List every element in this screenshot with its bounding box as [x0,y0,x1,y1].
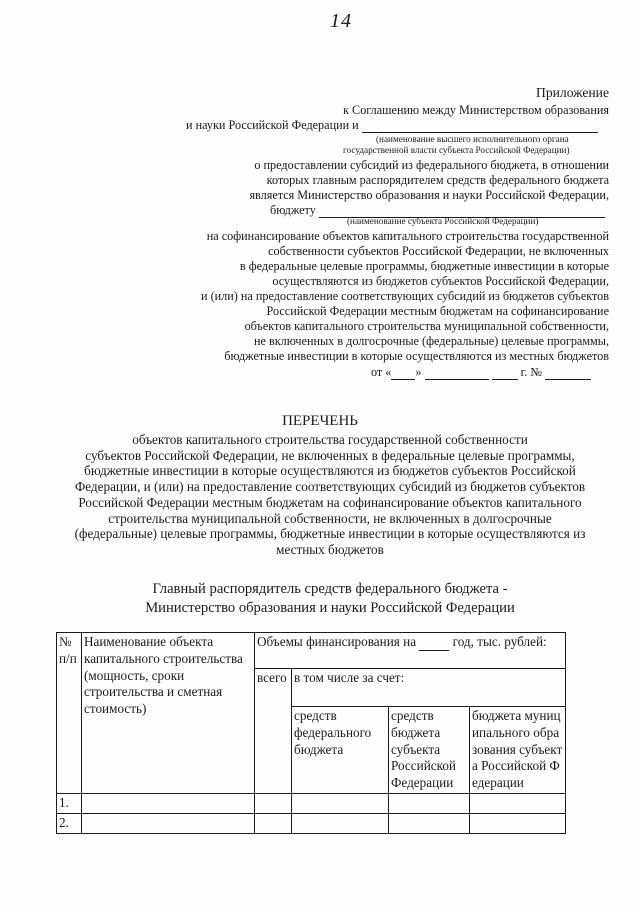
header-federal: средств федерального бюджета [292,707,389,794]
distributor-block [40,580,620,617]
perechen-text [40,432,620,558]
perechen-line: Российской Федерации местным бюджетам на софинансирование объектов капитального [78,494,582,510]
header-object-name: Наименование объекта капитального строительства (мощность, сроки строительства и сметная стоимость) [82,633,255,794]
row-number: 2. [57,813,82,833]
page-number: 14 [330,10,352,32]
appendix-line-9: в федеральные целевые программы, бюджетные инвестиции в которые [239,259,609,273]
appendix-note-2: государственной власти субъекта Российской Федерации) [343,145,570,155]
appendix-line-12: Российской Федерации местным бюджетам на софинансирование [266,304,609,318]
appendix-line-13: объектов капитального строительства муниципальной собственности, [244,319,609,333]
appendix-note-3: (наименование субъекта Российской Федерации) [347,216,539,226]
appendix-line-4: которых главным распорядителем средств федерального бюджета [266,173,609,187]
perechen-line: объектов капитального строительства государственной собственности [132,432,528,447]
perechen-line: (федеральные) целевые программы, бюджетные инвестиции в которые осуществляются из [74,526,586,542]
appendix-line-3: о предоставлении субсидий из федерального бюджета, в отношении [254,158,609,172]
perechen-line: бюджетные инвестиции в которые осуществляются из бюджетов субъектов Российской [84,463,576,479]
perechen-line: Федерации, и (или) на предоставление соответствующих субсидий из бюджетов субъектов [74,479,586,495]
appendix-line-7: на софинансирование объектов капитального строительства государственной [206,229,609,243]
organ-name-blank [362,121,598,133]
objects-table [56,632,566,834]
perechen-line: строительства муниципальной собственности, не включенных в долгосрочные [108,510,552,526]
appendix-heading: Приложение [536,85,609,100]
distributor-line-2: Министерство образования и науки Российской Федерации [145,599,515,616]
appendix-date-line: от « » г. № [371,365,591,380]
appendix-line-5: является Министерство образования и науки Российской Федерации, [249,188,609,202]
appendix-line-6: бюджету [270,203,605,218]
distributor-line-1: Главный распорядитель средств федерального бюджета - [152,581,508,597]
table-row [57,813,566,833]
appendix-line-2: и науки Российской Федерации и [186,118,598,133]
row-number: 1. [57,794,82,814]
perechen-line: местных бюджетов [276,541,384,557]
header-volume: Объемы финансирования на год, тыс. рублей: [255,633,566,669]
header-municipal: бюджета муниципального образования субъекта Российской Федерации [470,707,566,794]
table-row [57,794,566,814]
header-subject: средств бюджета субъекта Российской Федерации [389,707,470,794]
appendix-line-15: бюджетные инвестиции в которые осуществляются из местных бюджетов [224,349,609,363]
appendix-line-11: и (или) на предоставление соответствующих субсидий из бюджетов субъектов [201,289,609,303]
appendix-line-8: собственности субъектов Российской Федерации, не включенных [268,244,609,258]
perechen-line: субъектов Российской Федерации, не включенных в федеральные целевые программы, [85,447,575,463]
appendix-line-1: к Соглашению между Министерством образования [343,103,609,117]
perechen-title: ПЕРЕЧЕНЬ [282,413,358,429]
appendix-line-14: не включенных в долгосрочные (федеральные) целевые программы, [254,334,609,348]
appendix-line-10: осуществляются из бюджетов субъектов Российской Федерации, [272,274,609,288]
header-num: № п/п [57,633,82,794]
header-total: всего [255,669,292,794]
header-including: в том числе за счет: [292,669,566,707]
appendix-note-1: (наименование высшего исполнительного органа [376,134,569,144]
